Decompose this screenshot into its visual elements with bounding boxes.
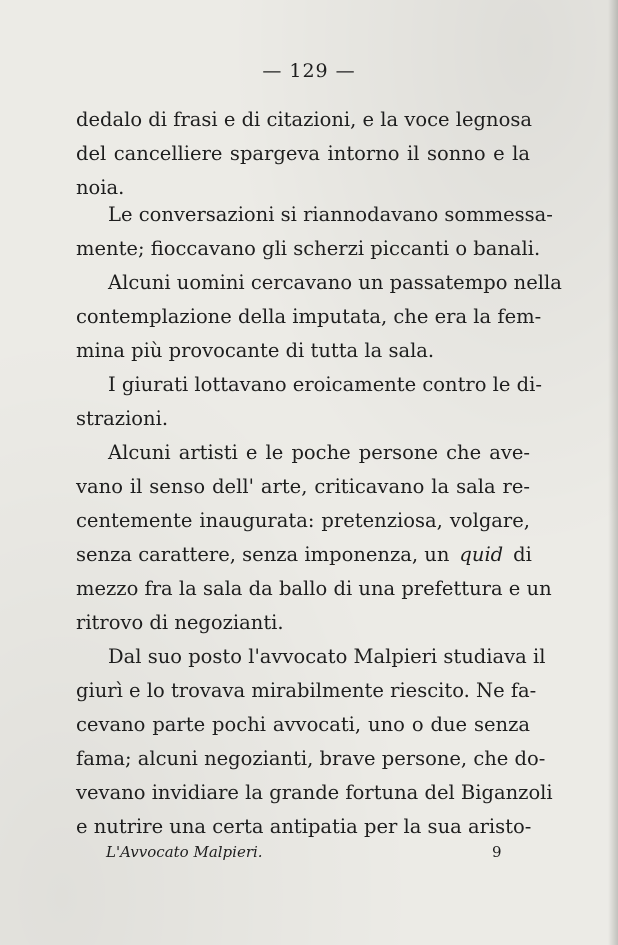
text-line: Dal suo posto l'avvocato Malpieri studiava il <box>108 645 546 668</box>
footer-book-title: L'Avvocato Malpieri. <box>106 843 263 861</box>
text-line: vevano invidiare la grande fortuna del Biganzoli <box>76 781 553 804</box>
text-line: Alcuni artisti e le poche persone che ave- <box>108 441 530 464</box>
text-line: fama; alcuni negozianti, brave persone, che do- <box>76 747 546 770</box>
text-line: Alcuni uomini cercavano un passatempo nella <box>108 271 562 294</box>
italic-word: quid <box>459 543 504 566</box>
text-line: cevano parte pochi avvocati, uno o due senza <box>76 713 530 736</box>
page-number: — 129 — <box>262 60 356 82</box>
text-line: e nutrire una certa antipatia per la sua aristo- <box>76 815 532 838</box>
text-line: centemente inaugurata: pretenziosa, volgare, <box>76 509 530 532</box>
text-line: mina più provocante di tutta la sala. <box>76 339 435 362</box>
text-line: dedalo di frasi e di citazioni, e la voce legnosa <box>76 108 532 131</box>
text-line: mezzo fra la sala da ballo di una prefettura e un <box>76 577 552 600</box>
text-line: ritrovo di negozianti. <box>76 611 284 634</box>
footer-signature-mark: 9 <box>492 843 502 861</box>
text-line: Le conversazioni si riannodavano sommessa- <box>108 203 553 226</box>
text-line-with-italic <box>76 542 530 568</box>
text-line-tail: di <box>513 543 532 566</box>
text-line: I giurati lottavano eroicamente contro le di- <box>108 373 542 396</box>
text-line: noia. <box>76 176 125 199</box>
text-line: giurì e lo trovava mirabilmente riescito. Ne fa- <box>76 679 537 702</box>
text-line: contemplazione della imputata, che era la fem- <box>76 305 542 328</box>
page-edge-shadow <box>608 0 618 945</box>
text-line-main: senza carattere, senza imponenza, un <box>76 543 450 566</box>
text-line: strazioni. <box>76 407 169 430</box>
text-line: del cancelliere spargeva intorno il sonno e la <box>76 142 530 165</box>
text-line: mente; fioccavano gli scherzi piccanti o banali. <box>76 237 541 260</box>
text-line: vano il senso dell' arte, criticavano la sala re- <box>76 475 530 498</box>
